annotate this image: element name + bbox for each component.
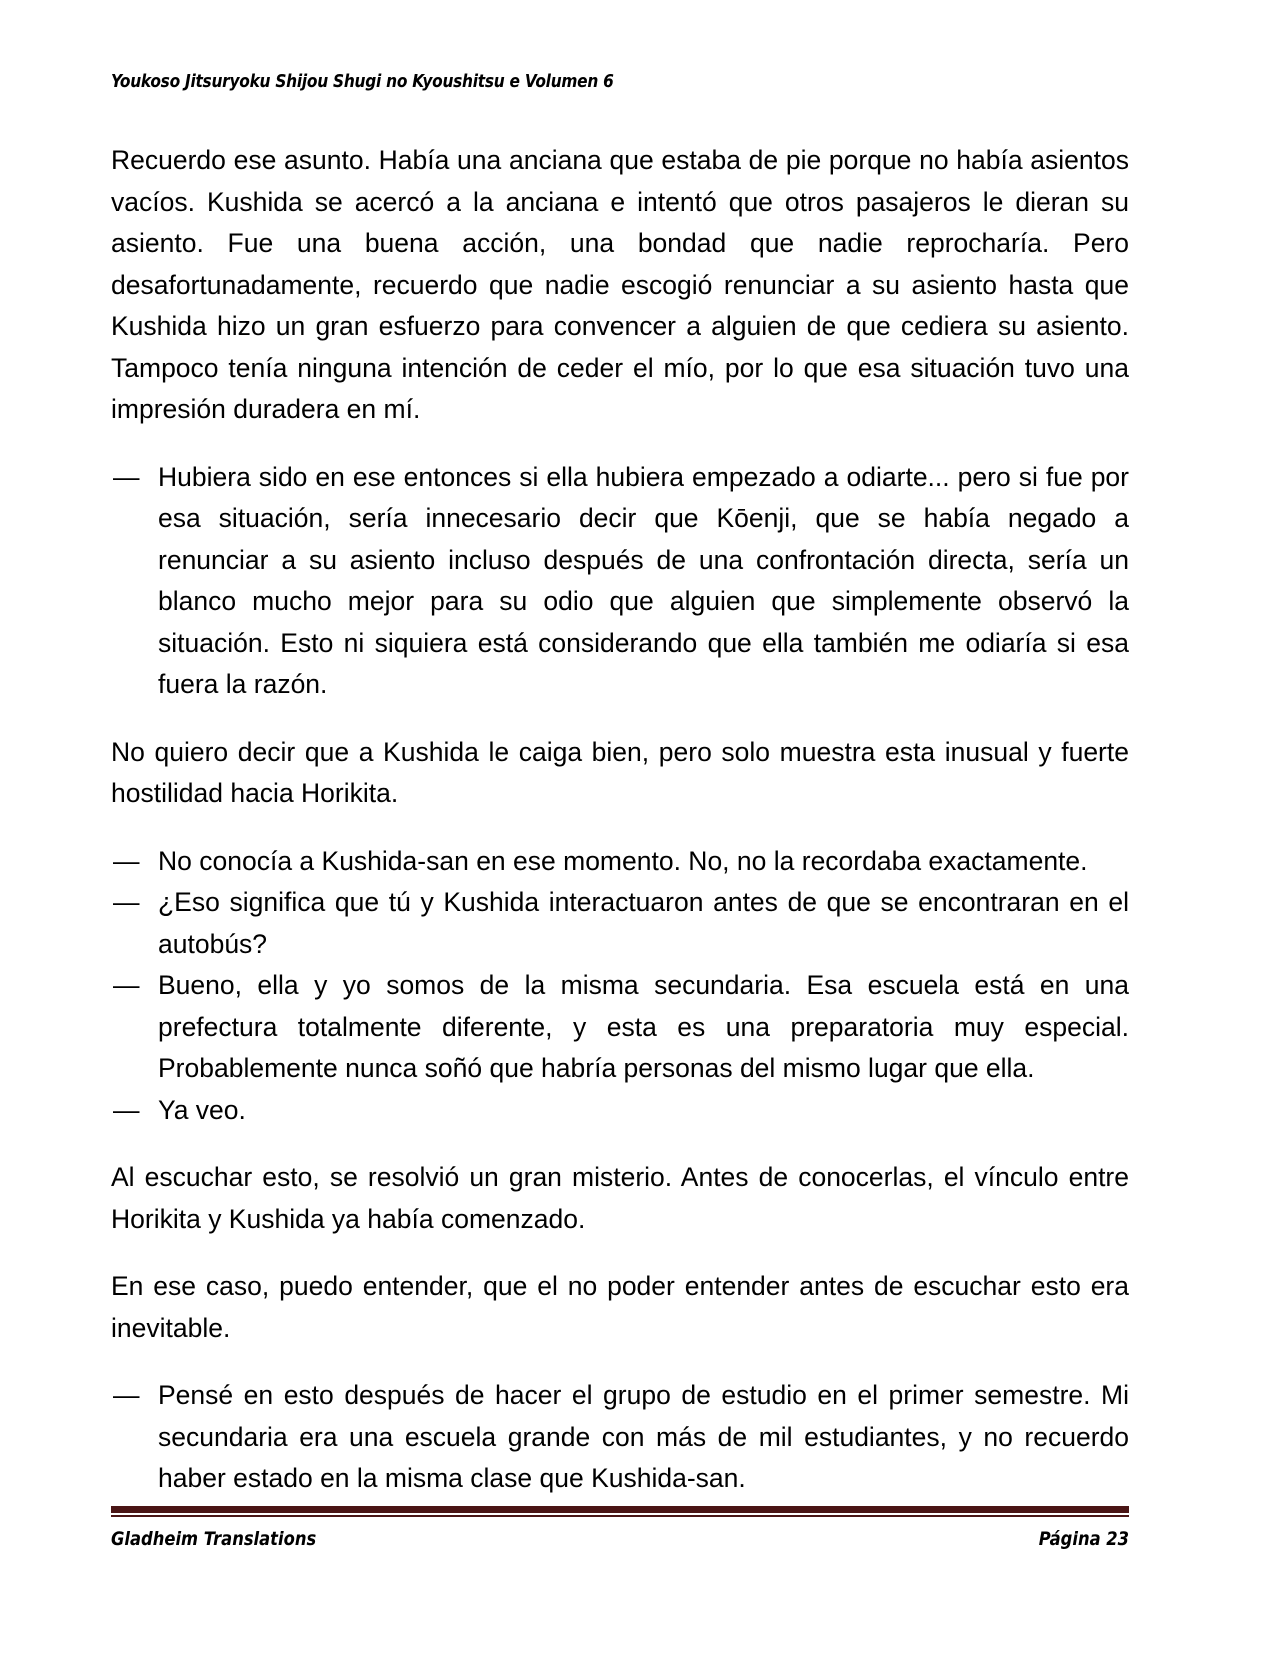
dialogue-line — [111, 1375, 1129, 1500]
content-frame — [111, 0, 1129, 1656]
dialogue-text: ¿Eso significa que tú y Kushida interactuaron antes de que se encontraran en el autobús? — [158, 887, 1129, 959]
paragraph-en-ese-caso: En ese caso, puedo entender, que el no poder entender antes de escuchar esto era inevitable. — [111, 1271, 1129, 1343]
dialogue-line — [111, 1090, 1129, 1132]
dialogue-text: Ya veo. — [158, 1094, 246, 1125]
em-dash-marker: — — [113, 461, 140, 492]
em-dash-marker: — — [113, 1094, 140, 1125]
footer-rule-thick — [111, 1506, 1129, 1513]
paragraph-no-quiero-decir: No quiero decir que a Kushida le caiga bien, pero solo muestra esta inusual y fuerte hostilidad hacia Horikita. — [111, 736, 1129, 808]
dialogue-text: Pensé en esto después de hacer el grupo de estudio en el primer semestre. Mi secundaria era una escuela grande con más de mil estudiantes, y no recuerdo haber estado en la misma clase que Kushida-san. — [158, 1380, 1129, 1493]
dialogue-text: Hubiera sido en ese entonces si ella hubiera empezado a odiarte... pero si fue por esa situación, sería innecesario decir que Kōenji, que se había negado a renunciar a su asiento incluso después de una confrontación directa, sería un blanco mucho mejor para su odio que alguien que simplemente observó la situación. Esto ni siquiera está considerando que ella también me odiaría si esa fuera la razón. — [158, 461, 1129, 699]
page-footer — [111, 1528, 1129, 1550]
dialogue-group-1 — [111, 457, 1129, 706]
document-body — [111, 140, 1129, 1500]
em-dash-marker: — — [113, 887, 140, 917]
em-dash-marker: — — [113, 845, 140, 876]
dialogue-group-3 — [111, 1375, 1129, 1500]
dialogue-line — [111, 882, 1129, 965]
page-header-title: Youkoso Jitsuryoku Shijou Shugi no Kyoushitsu e Volumen 6 — [111, 72, 614, 92]
dialogue-text: No conocía a Kushida-san en ese momento. No, no la recordaba exactamente. — [158, 845, 1088, 876]
footer-page-number: Página 23 — [1038, 1528, 1129, 1550]
footer-rule-thin — [111, 1515, 1129, 1517]
em-dash-marker: — — [113, 1380, 140, 1410]
em-dash-marker: — — [113, 970, 140, 1000]
dialogue-line — [111, 965, 1129, 1090]
footer-translator-credit: Gladheim Translations — [111, 1528, 317, 1550]
dialogue-line — [111, 841, 1129, 883]
paragraph-al-escuchar-esto: Al escuchar esto, se resolvió un gran misterio. Antes de conocerlas, el vínculo entre Horikita y Kushida ya había comenzado. — [111, 1162, 1129, 1234]
paragraph-recuerdo-ese-asunto: Recuerdo ese asunto. Había una anciana que estaba de pie porque no había asientos vacíos. Kushida se acercó a la anciana e intentó que otros pasajeros le dieran su asiento. Fue una buena acción, una bondad que nadie reprocharía. Pero desafortunadamente, recuerdo que nadie escogió renunciar a su asiento hasta que Kushida hizo un gran esfuerzo para convencer a alguien de que cediera su asiento. Tampoco tenía ninguna intención de ceder el mío, por lo que esa situación tuvo una impresión duradera en mí. — [111, 145, 1129, 424]
footer-divider — [111, 1506, 1129, 1517]
dialogue-text: Bueno, ella y yo somos de la misma secundaria. Esa escuela está en una prefectura totalmente diferente, y esta es una preparatoria muy especial. Probablemente nunca soñó que habría personas del mismo lugar que ella. — [158, 970, 1129, 1083]
dialogue-line — [111, 457, 1129, 706]
dialogue-group-2 — [111, 841, 1129, 1132]
